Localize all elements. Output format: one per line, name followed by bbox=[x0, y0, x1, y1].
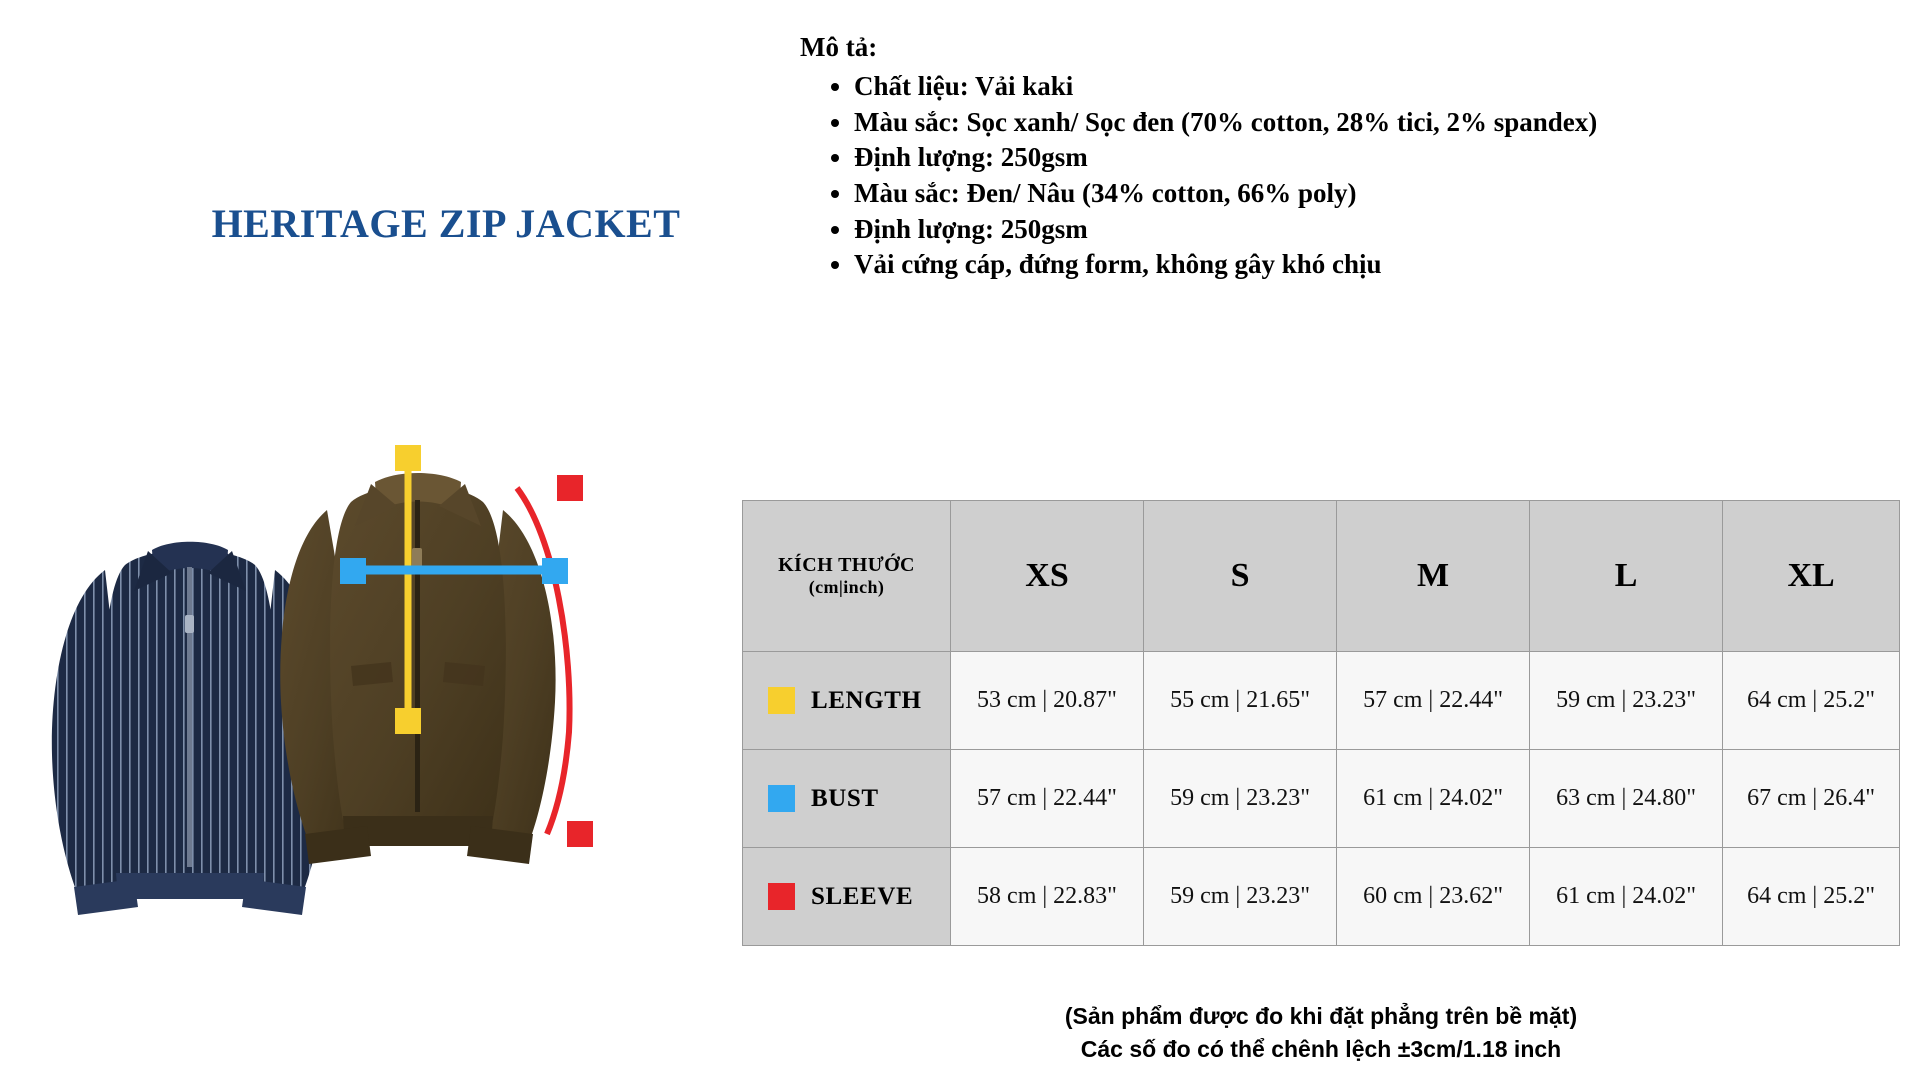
table-row bbox=[743, 848, 1900, 946]
header-size-m: M bbox=[1337, 501, 1530, 652]
cell-bust-xl: 67 cm | 26.4" bbox=[1723, 750, 1900, 848]
cell-sleeve-s: 59 cm | 23.23" bbox=[1144, 848, 1337, 946]
description-item: • Chất liệu: Vải kaki bbox=[854, 69, 1840, 105]
row-label-sleeve: SLEEVE bbox=[811, 882, 914, 910]
table-row bbox=[743, 750, 1900, 848]
length-marker-bottom-icon bbox=[395, 708, 421, 734]
table-header-row bbox=[743, 501, 1900, 652]
page-title: HERITAGE ZIP JACKET bbox=[211, 201, 681, 246]
header-kich-thuoc-label: KÍCH THƯỚC bbox=[778, 554, 915, 577]
cell-length-l: 59 cm | 23.23" bbox=[1530, 652, 1723, 750]
description-item: • Màu sắc: Sọc xanh/ Sọc đen (70% cotton, 28% tici, 2% spandex) bbox=[854, 105, 1840, 141]
product-illustration bbox=[30, 455, 740, 1075]
size-chart-head bbox=[743, 501, 1900, 652]
description-item: • Màu sắc: Đen/ Nâu (34% cotton, 66% poly) bbox=[854, 176, 1840, 212]
bust-marker-left-icon bbox=[340, 558, 366, 584]
header-size-l: L bbox=[1530, 501, 1723, 652]
description-heading: Mô tả: bbox=[800, 32, 878, 62]
description-item: • Vải cứng cáp, đứng form, không gây khó chịu bbox=[854, 247, 1840, 283]
sleeve-marker-bottom-icon bbox=[567, 821, 593, 847]
table-row bbox=[743, 652, 1900, 750]
sleeve-marker-top-icon bbox=[557, 475, 583, 501]
cell-sleeve-xl: 64 cm | 25.2" bbox=[1723, 848, 1900, 946]
row-header-bust bbox=[743, 750, 951, 848]
footnote-line-1: (Sản phẩm được đo khi đặt phẳng trên bề mặt) bbox=[1064, 1003, 1578, 1029]
cell-bust-s: 59 cm | 23.23" bbox=[1144, 750, 1337, 848]
cell-sleeve-m: 60 cm | 23.62" bbox=[1337, 848, 1530, 946]
header-kich-thuoc bbox=[743, 501, 951, 652]
row-header-sleeve bbox=[743, 848, 951, 946]
cell-bust-xs: 57 cm | 22.44" bbox=[951, 750, 1144, 848]
cell-length-s: 55 cm | 21.65" bbox=[1144, 652, 1337, 750]
description-block bbox=[800, 32, 1840, 283]
size-chart-body bbox=[743, 652, 1900, 946]
cell-length-m: 57 cm | 22.44" bbox=[1337, 652, 1530, 750]
bust-marker-right-icon bbox=[542, 558, 568, 584]
cell-length-xs: 53 cm | 20.87" bbox=[951, 652, 1144, 750]
header-size-xs: XS bbox=[951, 501, 1144, 652]
length-marker-top-icon bbox=[395, 445, 421, 471]
footnotes bbox=[742, 1000, 1900, 1067]
description-list bbox=[800, 69, 1840, 283]
row-header-length bbox=[743, 652, 951, 750]
jacket-images bbox=[30, 455, 740, 1075]
row-label-length: LENGTH bbox=[811, 686, 922, 714]
cell-bust-l: 63 cm | 24.80" bbox=[1530, 750, 1723, 848]
sleeve-swatch-icon bbox=[768, 883, 795, 910]
header-size-s: S bbox=[1144, 501, 1337, 652]
description-item: • Định lượng: 250gsm bbox=[854, 212, 1840, 248]
size-chart-table bbox=[742, 500, 1900, 946]
length-swatch-icon bbox=[768, 687, 795, 714]
header-unit-label: (cm|inch) bbox=[808, 577, 885, 598]
bust-swatch-icon bbox=[768, 785, 795, 812]
header-size-xl: XL bbox=[1723, 501, 1900, 652]
cell-sleeve-l: 61 cm | 24.02" bbox=[1530, 848, 1723, 946]
brown-jacket bbox=[280, 473, 555, 864]
cell-bust-m: 61 cm | 24.02" bbox=[1337, 750, 1530, 848]
description-item: • Định lượng: 250gsm bbox=[854, 140, 1840, 176]
cell-length-xl: 64 cm | 25.2" bbox=[1723, 652, 1900, 750]
cell-sleeve-xs: 58 cm | 22.83" bbox=[951, 848, 1144, 946]
footnote-line-2: Các số đo có thể chênh lệch ±3cm/1.18 inch bbox=[1080, 1036, 1562, 1063]
row-label-bust: BUST bbox=[811, 784, 879, 812]
